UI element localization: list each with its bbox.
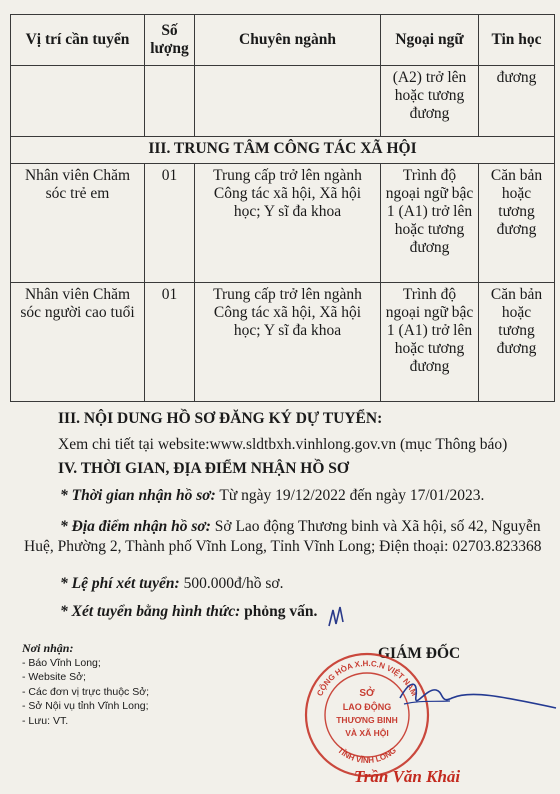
signer-name: Trần Văn Khải (354, 767, 461, 786)
fee-value: 500.000đ/hồ sơ. (179, 575, 284, 592)
method-value: phỏng vấn. (240, 603, 318, 620)
table-section-row (11, 137, 555, 164)
col-header-quantity: Số lượng (145, 15, 195, 66)
recipient-item: - Sở Nội vụ tỉnh Vĩnh Long; (22, 700, 149, 712)
table-cell: Trung cấp trở lên ngành Công tác xã hội, Xã hội học; Y sĩ đa khoa (195, 164, 381, 283)
table-cell: 01 (145, 283, 195, 402)
fee (60, 574, 540, 593)
table-cell: Nhân viên Chăm sóc trẻ em (11, 164, 145, 283)
table-header-row (11, 15, 555, 66)
signature-icon (380, 670, 560, 720)
table-cell: Căn bản hoặc tương đương (479, 283, 555, 402)
table-cell: Trung cấp trở lên ngành Công tác xã hội, Xã hội học; Y sĩ đa khoa (195, 283, 381, 402)
svg-text:LAO ĐỘNG: LAO ĐỘNG (342, 702, 392, 712)
section-title: III. TRUNG TÂM CÔNG TÁC XÃ HỘI (11, 137, 555, 164)
table-cell: Nhân viên Chăm sóc người cao tuổi (11, 283, 145, 402)
recruitment-table (10, 14, 555, 402)
receive-place-label: * Địa điểm nhận hồ sơ: (60, 518, 211, 535)
method (60, 602, 540, 621)
table-cell: Trình độ ngoại ngữ bậc 1 (A1) trở lên hoặc tương đương (381, 164, 479, 283)
table-cell: 01 (145, 164, 195, 283)
table-cell: Căn bản hoặc tương đương (479, 164, 555, 283)
recipients-title: Nơi nhận: (22, 641, 74, 655)
svg-text:SỞ: SỞ (359, 688, 375, 699)
col-header-major: Chuyên ngành (195, 15, 381, 66)
receive-time (60, 486, 540, 505)
table-cell: Trình độ ngoại ngữ bậc 1 (A1) trở lên hoặc tương đương (381, 283, 479, 402)
receive-place (24, 517, 546, 556)
svg-text:VÀ XÃ HỘI: VÀ XÃ HỘI (345, 728, 389, 738)
table-cell: đương (479, 66, 555, 137)
fee-label: * Lệ phí xét tuyển: (60, 575, 180, 592)
recipient-item: - Lưu: VT. (22, 714, 69, 727)
col-header-it: Tin học (479, 15, 555, 66)
col-header-language: Ngoại ngữ (381, 15, 479, 66)
svg-text:TỈNH VĨNH LONG: TỈNH VĨNH LONG (335, 745, 399, 766)
receive-time-label: * Thời gian nhận hồ sơ: (60, 487, 216, 504)
svg-text:THƯƠNG BINH: THƯƠNG BINH (336, 715, 398, 725)
svg-text:CỘNG HÒA X.H.C.N VIỆT NAM: CỘNG HÒA X.H.C.N VIỆT NAM (315, 658, 419, 698)
director-title: GIÁM ĐỐC (378, 645, 461, 662)
table-row (11, 66, 555, 137)
initial-mark (326, 604, 348, 630)
table-row (11, 283, 555, 402)
section-3-title: III. NỘI DUNG HỒ SƠ ĐĂNG KÝ DỰ TUYỂN: (58, 410, 383, 427)
recipient-item: - Website Sở; (22, 671, 86, 683)
section-3-text: Xem chi tiết tại website:www.sldtbxh.vinhlong.gov.vn (mục Thông báo) (58, 436, 508, 453)
table-cell: (A2) trở lên hoặc tương đương (381, 66, 479, 137)
table-row (11, 164, 555, 283)
col-header-position: Vị trí cần tuyển (11, 15, 145, 66)
method-label: * Xét tuyển bằng hình thức: (60, 603, 241, 620)
receive-place-value: Sở Lao động Thương binh và Xã hội, số 42, Nguyễn Huệ, Phường 2, Thành phố Vĩnh Long, Tỉnh Vĩnh Long; Điện thoại: 02703.823368 (24, 518, 542, 555)
section-4-title: IV. THỜI GIAN, ĐỊA ĐIỂM NHẬN HỒ SƠ (58, 460, 349, 477)
recipients-block (22, 641, 282, 728)
recipient-item: - Các đơn vị trực thuộc Sở; (22, 685, 150, 698)
recipient-item: - Báo Vĩnh Long; (22, 656, 101, 669)
receive-time-value: Từ ngày 19/12/2022 đến ngày 17/01/2023. (215, 487, 485, 504)
